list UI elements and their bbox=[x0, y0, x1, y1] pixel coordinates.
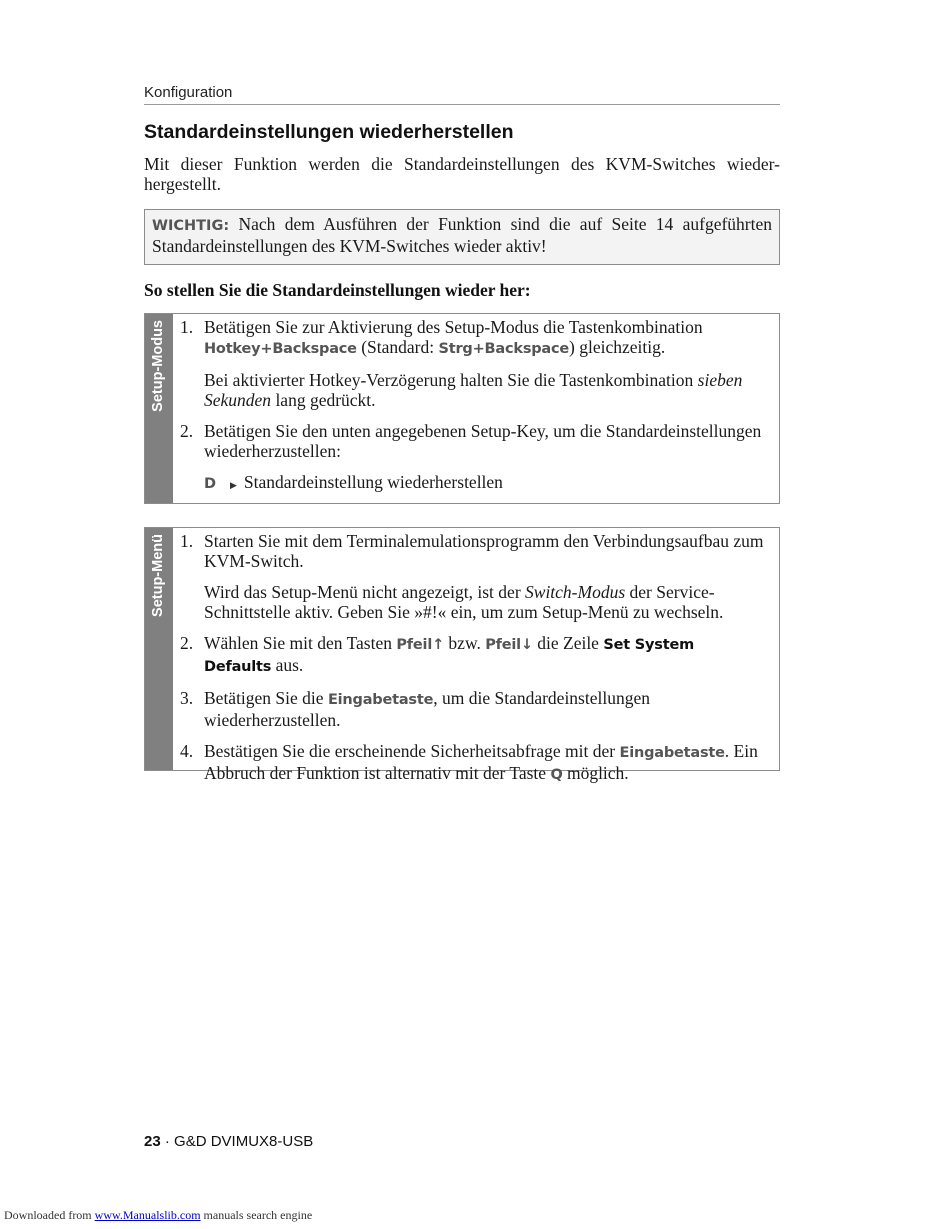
setup-menu-panel bbox=[144, 527, 780, 783]
running-header: Konfiguration bbox=[144, 84, 780, 105]
step-number: 4. bbox=[180, 741, 194, 761]
download-note: Downloaded from www.Manualslib.com manuals search engine bbox=[4, 1208, 313, 1222]
key-name: Eingabetaste bbox=[327, 692, 434, 708]
product-name: G&D DVIMUX8-USB bbox=[174, 1133, 314, 1150]
step-note: Wird das Setup-Menü nicht angezeigt, ist der Switch-Modus der Service-Schnittstelle aktiv. Geben Sie »#!« ein, um zum Setup-Menü zu wechseln. bbox=[204, 582, 724, 622]
page-footer: 23 · G&D DVIMUX8-USB bbox=[144, 1133, 314, 1150]
howto-heading: So stellen Sie die Standardeinstellungen wieder her: bbox=[144, 280, 531, 300]
list-item bbox=[180, 421, 765, 495]
step-text: Wählen Sie mit den Tasten Pfeil↑ bzw. Pfeil↓ die Zeile Set System Defaults aus. bbox=[204, 633, 694, 675]
list-item bbox=[180, 633, 765, 677]
list-item bbox=[180, 317, 765, 410]
intro-paragraph: Mit dieser Funktion werden die Standardeinstellungen des KVM-Switches wieder-hergestellt. bbox=[144, 154, 780, 194]
list-item bbox=[180, 688, 765, 730]
step-text: Starten Sie mit dem Terminalemulationsprogramm den Verbindungsaufbau zum KVM-Switch. bbox=[204, 531, 764, 571]
key-combo: Hotkey+Backspace bbox=[204, 341, 357, 357]
step-note: Bei aktivierter Hotkey-Verzögerung halten Sie die Tastenkombination sieben Sekunden lang gedrückt. bbox=[204, 370, 743, 410]
step-number: 2. bbox=[180, 421, 194, 441]
setup-modus-tab bbox=[145, 314, 173, 503]
setup-key-description: Standardeinstellung wiederherstellen bbox=[243, 472, 503, 492]
step-text: Betätigen Sie den unten angegebenen Setup-Key, um die Standardeinstellungen wiederherzustellen: bbox=[204, 421, 762, 461]
key-name: Pfeil↑ bbox=[396, 637, 445, 653]
list-item bbox=[180, 741, 765, 785]
notice-lead: WICHTIG: bbox=[152, 218, 230, 234]
setup-menu-tab-label: Setup-Menü bbox=[150, 534, 166, 617]
section-title: Standardeinstellungen wiederherstellen bbox=[144, 121, 514, 143]
key-name: Q bbox=[550, 767, 563, 783]
setup-modus-panel bbox=[144, 313, 780, 504]
list-item bbox=[180, 531, 765, 622]
menu-entry-name: Set System Defaults bbox=[204, 637, 694, 675]
step-text: Betätigen Sie zur Aktivierung des Setup-Modus die Tastenkombination Hotkey+Backspace (Standard: Strg+Backspace) gleichzeitig. bbox=[204, 317, 703, 357]
step-text: Betätigen Sie die Eingabetaste, um die Standardeinstellungen wiederherzustellen. bbox=[204, 688, 650, 730]
step-text: Bestätigen Sie die erscheinende Sicherheitsabfrage mit der Eingabetaste. Ein Abbruch der Funktion ist alternativ mit der Taste Q möglich. bbox=[204, 741, 758, 783]
important-notice bbox=[144, 209, 780, 265]
manualslib-link[interactable]: www.Manualslib.com bbox=[94, 1208, 201, 1222]
arrow-right-icon: ▶ bbox=[230, 480, 237, 490]
step-number: 1. bbox=[180, 317, 194, 337]
step-number: 1. bbox=[180, 531, 194, 551]
key-combo: Strg+Backspace bbox=[438, 341, 570, 357]
page-number: 23 bbox=[144, 1133, 161, 1150]
step-number: 2. bbox=[180, 633, 194, 653]
step-number: 3. bbox=[180, 688, 194, 708]
notice-text: Nach dem Ausführen der Funktion sind die auf Seite 14 aufgeführten Standardeinstellungen des KVM-Switches wieder aktiv! bbox=[152, 214, 772, 256]
setup-key: D bbox=[204, 476, 216, 492]
setup-menu-tab bbox=[145, 528, 173, 770]
setup-key-option bbox=[204, 472, 765, 495]
key-name: Pfeil↓ bbox=[485, 637, 533, 653]
key-name: Eingabetaste bbox=[619, 745, 725, 761]
setup-modus-tab-label: Setup-Modus bbox=[150, 320, 166, 412]
